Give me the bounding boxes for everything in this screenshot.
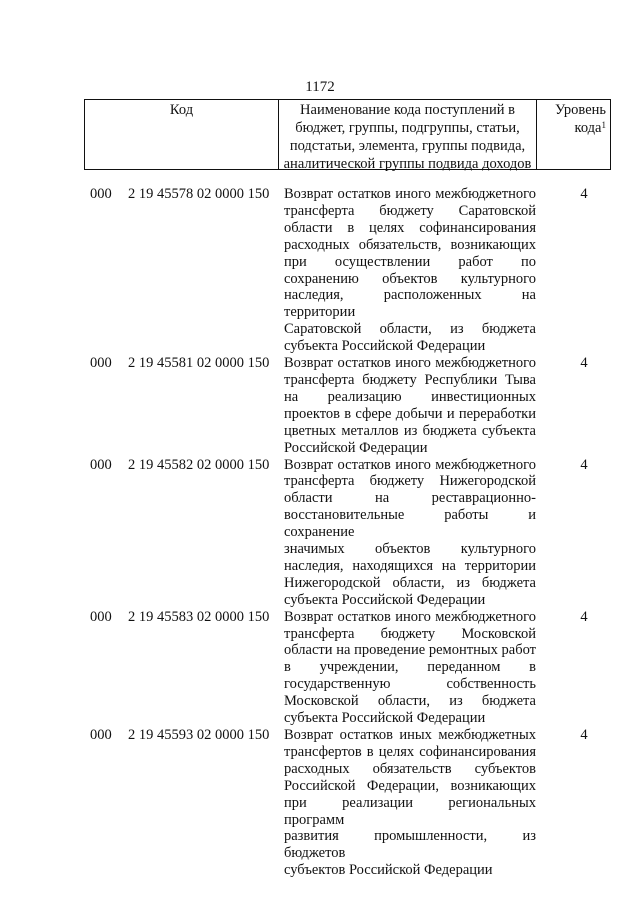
description-line: Возврат остатков иного межбюджетного (284, 186, 536, 202)
header-code: Код (85, 100, 279, 169)
admin-code: 000 (90, 456, 112, 473)
description-line: области на проведение ремонтных работ (284, 642, 536, 659)
description-line: восстановительные работы и сохранение (284, 507, 536, 541)
header-level-line (537, 119, 606, 137)
code-level: 4 (580, 355, 588, 372)
table-row (90, 727, 620, 879)
table-body (90, 186, 620, 879)
revenue-code: 2 19 45583 02 0000 150 (128, 608, 270, 625)
revenue-description (284, 186, 536, 355)
description-line: расходных обязательств субъектов (284, 760, 536, 777)
description-line: Московской области, из бюджета (284, 693, 536, 710)
description-line: Российской Федерации, возникающих (284, 777, 536, 794)
description-line: Возврат остатков иного межбюджетного (284, 355, 536, 372)
header-level-line: Уровень (554, 102, 606, 118)
description-line: Возврат остатков иного межбюджетного (284, 456, 536, 473)
footnote-marker: 1 (601, 120, 606, 130)
description-line: значимых объектов культурного (284, 541, 536, 558)
header-name-line: бюджет, группы, подгруппы, статьи, (295, 120, 520, 136)
table-row (90, 457, 620, 609)
header-name-line: аналитической группы подвида доходов (283, 156, 532, 172)
description-line: трансферта бюджету Московской (284, 625, 536, 642)
description-line: Возврат остатков иных межбюджетных (284, 727, 536, 743)
header-level-text: кода (574, 120, 602, 136)
description-line: области на реставрационно- (284, 490, 536, 507)
revenue-code: 2 19 45593 02 0000 150 (128, 727, 270, 743)
description-line: трансфертов в целях софинансирования (284, 743, 536, 760)
description-line: сохранению объектов культурного (284, 270, 536, 287)
description-line: субъектов Российской Федерации (284, 862, 493, 879)
revenue-description (284, 727, 536, 879)
description-line: при реализации региональных программ (284, 794, 536, 828)
code-level: 4 (580, 608, 588, 625)
description-line: области в целях софинансирования (284, 219, 536, 236)
table-row (90, 609, 620, 727)
description-line: развития промышленности, из бюджетов (284, 828, 536, 862)
revenue-code: 2 19 45582 02 0000 150 (128, 456, 270, 473)
header-name (279, 100, 537, 172)
admin-code: 000 (90, 727, 112, 743)
table-header (84, 99, 611, 170)
header-name-line: подстатьи, элемента, группы подвида, (289, 138, 526, 154)
revenue-code: 2 19 45578 02 0000 150 (128, 186, 270, 202)
description-line: проектов в сфере добычи и переработки (284, 405, 536, 422)
description-line: при осуществлении работ по (284, 253, 536, 270)
revenue-description (284, 355, 536, 456)
description-line: субъекта Российской Федерации (284, 591, 486, 608)
page-number: 1172 (305, 79, 335, 95)
description-line: наследия, находящихся на территории (284, 557, 536, 574)
table-row (90, 186, 620, 355)
revenue-code: 2 19 45581 02 0000 150 (128, 355, 270, 372)
code-level: 4 (580, 727, 588, 743)
description-line: расходных обязательств, возникающих (284, 236, 536, 253)
admin-code: 000 (90, 608, 112, 625)
description-line: трансферта бюджету Республики Тыва (284, 371, 536, 388)
admin-code: 000 (90, 186, 112, 202)
code-level: 4 (580, 456, 588, 473)
description-line: трансферта бюджету Саратовской (284, 202, 536, 219)
admin-code: 000 (90, 355, 112, 372)
description-line: на реализацию инвестиционных (284, 388, 536, 405)
description-line: Саратовской области, из бюджета (284, 321, 536, 338)
description-line: Возврат остатков иного межбюджетного (284, 608, 536, 625)
description-line: Нижегородской области, из бюджета (284, 574, 536, 591)
description-line: цветных металлов из бюджета субъекта (284, 422, 536, 439)
description-line: субъекта Российской Федерации (284, 710, 486, 727)
revenue-description (284, 457, 536, 609)
header-name-line: Наименование кода поступлений в (300, 102, 515, 118)
description-line: наследия, расположенных на территории (284, 287, 536, 321)
revenue-description (284, 609, 536, 727)
code-level: 4 (580, 186, 588, 202)
description-line: трансферта бюджету Нижегородской (284, 473, 536, 490)
table-row (90, 355, 620, 456)
description-line: в учреждении, переданном в (284, 659, 536, 676)
description-line: субъекта Российской Федерации (284, 338, 486, 355)
header-level (537, 100, 610, 169)
description-line: государственную собственность (284, 676, 536, 693)
description-line: Российской Федерации (284, 439, 428, 456)
